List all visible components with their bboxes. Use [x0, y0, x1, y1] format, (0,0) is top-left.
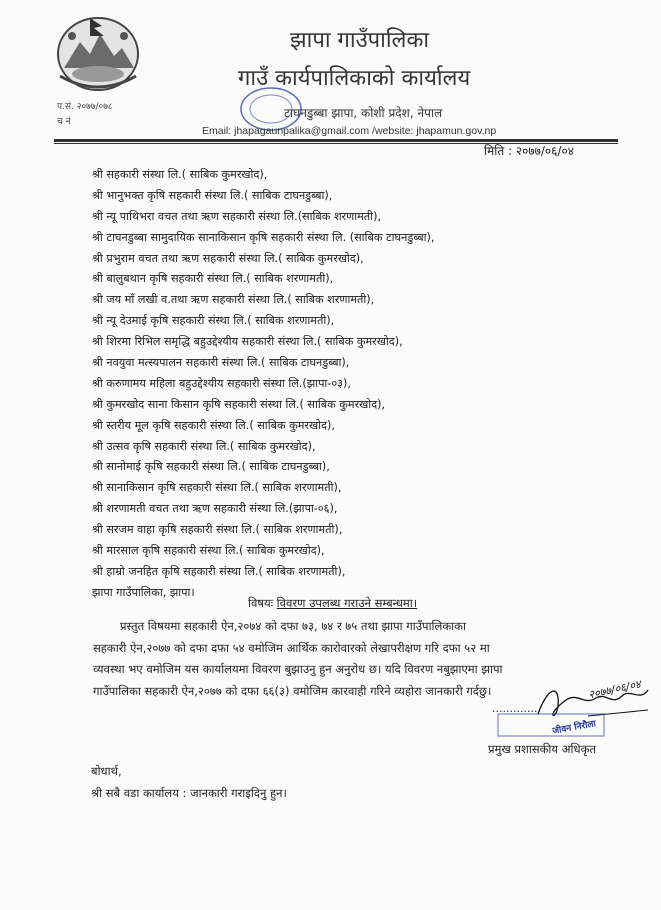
letter-date	[484, 142, 574, 159]
recipient-item: श्री मारसाल कृषि सहकारी संस्था लि.( साबिक कुमरखोद),	[92, 544, 325, 558]
recipient-item: श्री सरजम वाहा कृषि सहकारी संस्था लि.( साबिक शरणामती),	[92, 523, 343, 537]
contact-line	[202, 125, 496, 137]
recipient-item: श्री कुमरखोद साना किसान कृषि सहकारी संस्था लि.( साबिक कुमरखोद),	[92, 397, 386, 411]
cc-recipient: श्री सबै वडा कार्यालय : जानकारी गराइदिनु हुन।	[91, 786, 287, 800]
office-name: झापा गाउँपालिका	[290, 28, 430, 53]
subject-text: विवरण उपलब्ध गराउने सम्बन्धमा।	[276, 596, 418, 610]
recipient-item: श्री हाम्रो जनहित कृषि सहकारी संस्था लि.( साबिक शरणामती),	[92, 564, 346, 578]
recipient-item: श्री शिरमा रिभिल समृद्धि बहुउद्देश्यीय सहकारी संस्था लि.( साबिक कुमरखोद),	[92, 335, 403, 349]
recipient-item: श्री नवयुवा मत्स्यपालन सहकारी संस्था लि.( साबिक टाघनडुब्बा),	[92, 356, 350, 370]
subject-label: विषयः	[248, 596, 274, 610]
office-type: गाउँ कार्यपालिकाको कार्यालय	[238, 66, 471, 91]
dispatch-number-label: च नं	[57, 117, 71, 127]
stamp-name: जीवन निरौला	[551, 719, 597, 737]
recipient-list	[92, 165, 612, 604]
recipient-item: श्री जय माँ लखी व.तथा ऋण सहकारी संस्था लि.( साबिक शरणामती),	[92, 293, 375, 307]
fiscal-year-label: प.सं. २०७७/०७८	[57, 102, 113, 112]
signature-dots: ..............	[492, 702, 541, 715]
body-paragraph-line: सहकारी ऐन,२०७७ को दफा दफा ५४ वमोजिम आर्थिक कारोवारको लेखापरीक्षण गरि दफा ५२ मा	[93, 640, 490, 655]
body-paragraph-line: व्यवस्था भए वमोजिम यस कार्यालयमा विवरण बुझाउनु हुन अनुरोध छ। यदि विवरण नबुझाएमा झापा	[93, 662, 503, 677]
date-value: २०७७/०६/०४	[515, 144, 574, 158]
recipient-item: श्री भानुभक्त कृषि सहकारी संस्था लि.( साबिक टाघनडुब्बा),	[92, 188, 333, 202]
recipient-item: श्री करुणामय महिला बहुउद्देश्यीय सहकारी संस्था लि.(झापा-०३),	[92, 376, 351, 390]
body-paragraph-line: प्रस्तुत विषयमा सहकारी ऐन,२०७४ को दफा ७३, ७४ र ७५ तथा झापा गाउँपालिकाका	[120, 619, 466, 633]
date-label: मिति :	[484, 144, 513, 158]
website-label: /website:	[372, 125, 414, 137]
recipient-item: श्री शरणामती वचत तथा ऋण सहकारी संस्था लि.(झापा-०६),	[92, 502, 338, 516]
government-emblem-icon	[50, 10, 146, 94]
email-label: Email:	[202, 125, 232, 137]
email-link[interactable]: jhapagaunpalika@gmail.com	[234, 125, 370, 137]
recipient-item: श्री सानाकिसान कृषि सहकारी संस्था लि.( साबिक शरणामती),	[92, 481, 342, 495]
signed-date: २०७७/०६/०४	[587, 677, 642, 702]
recipient-item: श्री न्यू पाथिभरा वचत तथा ऋण सहकारी संस्था लि.(साबिक शरणामती),	[92, 209, 382, 223]
office-address: टाघनडुब्बा झापा, कोशी प्रदेश, नेपाल	[284, 106, 443, 120]
cc-label: बोधार्थ,	[91, 764, 122, 778]
recipient-item: श्री स्तरीय मूल कृषि सहकारी संस्था लि.( साबिक कुमरखोद),	[92, 418, 335, 432]
website-link[interactable]: jhapamun.gov.np	[416, 125, 497, 137]
body-paragraph-line: गाउँपालिका सहकारी ऐन,२०७७ को दफा ६६(३) वमोजिम कारवाही गरिने व्यहोरा जानकारी गर्दछु।	[93, 684, 492, 699]
recipient-item: श्री सानोमाई कृषि सहकारी संस्था लि.( साबिक टाघनडुब्बा),	[92, 460, 330, 474]
recipient-item: श्री प्रभुराम वचत तथा ऋण सहकारी संस्था लि.( साबिक कुमरखोद),	[92, 251, 364, 265]
subject-line	[248, 596, 417, 611]
recipient-item: श्री सहकारी संस्था लि.( साबिक कुमरखोद),	[92, 168, 268, 181]
recipient-item: श्री टाघनडुब्बा सामुदायिक सानाकिसान कृषि सहकारी संस्था लि. (साबिक टाघनडुब्बा),	[92, 230, 435, 244]
signer-title: प्रमुख प्रशासकीय अधिकृत	[488, 742, 596, 756]
recipient-item: श्री न्यू देउमाई कृषि सहकारी संस्था लि.( साबिक शरणामती),	[92, 314, 335, 328]
recipient-item: श्री उत्सव कृषि सहकारी संस्था लि.( साबिक कुमरखोद),	[92, 439, 316, 453]
recipient-item: झापा गाउँपालिका, झापा।	[92, 585, 195, 599]
recipient-item: श्री बालुबथान कृषि सहकारी संस्था लि.( साबिक शरणामती),	[92, 272, 334, 286]
